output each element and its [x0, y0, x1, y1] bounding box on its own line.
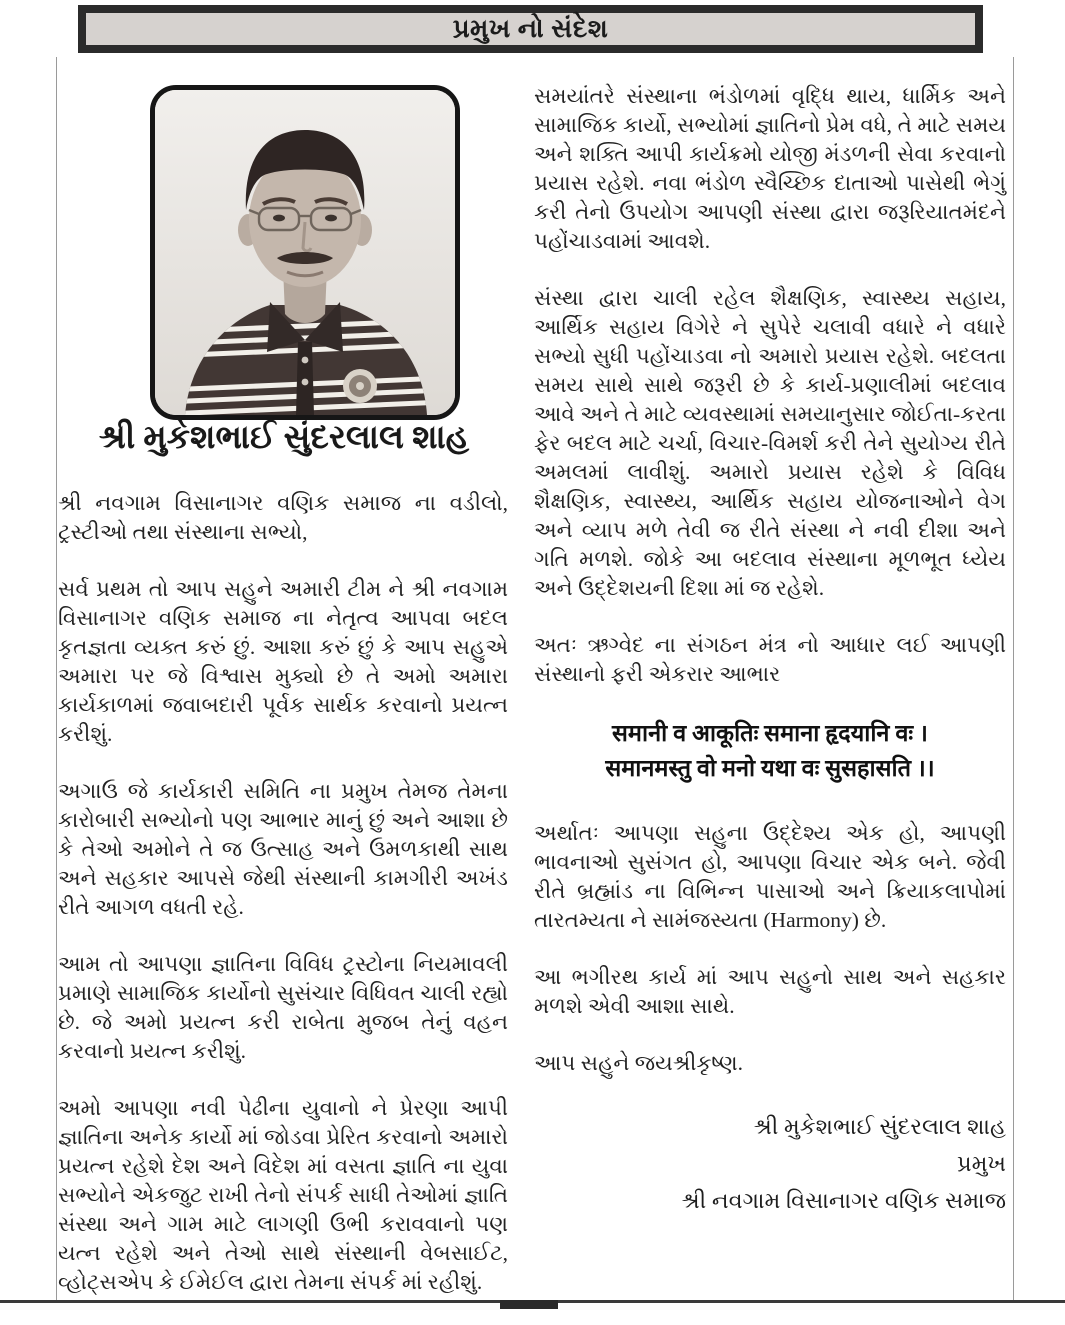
page-border-left — [56, 57, 57, 1302]
sanskrit-shloka — [534, 717, 1006, 787]
paragraph: આમ તો આપણા જ્ઞાતિના વિવિધ ટ્રસ્ટોના નિયમાવલી પ્રમાણે સામાજિક કાર્યોનો સુસંચાર વિધિવત ચાલી રહ્યો છે. જે અમો પ્રયત્ન કરી રાબેતા મુજબ તેનું વહન કરવાનો પ્રયત્ન કરીશું. — [58, 952, 508, 1063]
paragraph: અર્થાતઃ આપણા સહુના ઉદ્દેશ્ય એક હો, આપણી ભાવનાઓ સુસંગત હો, આપણા વિચાર એક બને. જેવી રીતે બ્રહ્માંડ ના વિભિન્ન પાસાઓ અને ક્રિયાકલાપોમાં તારતમ્યતા ને સામંજસ્યતા (Harmony) છે. — [534, 821, 1006, 932]
signature-block — [534, 1108, 1006, 1219]
page-border-right — [1013, 57, 1014, 1302]
paragraph: સંસ્થા દ્વારા ચાલી રહેલ શૈક્ષણિક, સ્વાસ્થ્ય સહાય, આર્થિક સહાય વિગેરે ને સુપેરે ચલાવી વધારે ને વધારે સભ્યો સુધી પહોંચાડવા નો અમારો પ્રયાસ રહેશે. બદલતા સમય સાથે સાથે જરૂરી છે કે કાર્ય-પ્રણાલીમાં બદલાવ આવે અને તે માટે વ્યવસ્થામાં સમયાનુસાર જોઈતા-કરતા ફેર બદલ માટે ચર્ચા, વિચાર-વિમર્શ કરી તેને સુયોગ્ય રીતે અમલમાં લાવીશું. અમારો પ્રયાસ રહેશે કે વિવિધ શૈક્ષણિક, સ્વાસ્થ્ય, આર્થિક સહાય યોજનાઓને વેગ અને વ્યાપ મળે તેવી જ રીતે સંસ્થા ને નવી દીશા અને ગતિ મળશે. જોકે આ બદલાવ સંસ્થાના મૂળભૂત ધ્યેય અને ઉદ્દેશયની દિશા માં જ રહેશે. — [534, 286, 1006, 600]
paragraph: શ્રી નવગામ વિસાનાગર વણિક સમાજ ના વડીલો, ટ્રસ્ટીઓ તથા સંસ્થાના સભ્યો, — [58, 491, 508, 544]
signature-organization: શ્રી નવગામ વિસાનાગર વણિક સમાજ — [681, 1188, 1006, 1213]
paragraph: સમયાંતરે સંસ્થાના ભંડોળમાં વૃદ્ધિ થાય, ધાર્મિક અને સામાજિક કાર્યો, સભ્યોમાં જ્ઞાતિનો પ્રેમ વધે, તે માટે સમય અને શક્તિ આપી કાર્યક્રમો યોજી મંડળની સેવા કરવાનો પ્રયાસ રહેશે. નવા ભંડોળ સ્વૈચ્છિક દાતાઓ પાસેથી ભેગું કરી તેનો ઉપયોગ આપણી સંસ્થા દ્વારા જરૂરિયાતમંદને પહોંચાડવામાં આવશે. — [534, 84, 1006, 253]
shloka-line-1: समानी व आकूतिः समाना हृदयानि वः । — [612, 721, 928, 747]
left-column — [58, 489, 508, 1325]
paragraph: આપ સહુને જયશ્રીકૃષ્ણ. — [534, 1051, 744, 1075]
right-column — [534, 82, 1006, 1219]
paragraph: સર્વ પ્રથમ તો આપ સહુને અમારી ટીમ ને શ્રી નવગામ વિસાનાગર વણિક સમાજ ના નેતૃત્વ આપવા બદલ કૃતજ્ઞતા વ્યક્ત કરું છું. આશા કરું છું કે આપ સહુએ અમારા પર જે વિશ્વાસ મુક્યો છે તે અમો અમારા કાર્યકાળમાં જવાબદારી પૂર્વક સાર્થક કરવાનો પ્રયત્ન કરીશું. — [58, 577, 508, 746]
paragraph: આ ભગીરથ કાર્ય માં આપ સહુનો સાથ અને સહકાર મળશે એવી આશા સાથે. — [534, 965, 1006, 1018]
portrait-photo — [150, 85, 460, 420]
paragraph: અમો આપણા નવી પેઢીના યુવાનો ને પ્રેરણા આપી જ્ઞાતિના અનેક કાર્યો માં જોડવા પ્રેરિત કરવાનો અમારો પ્રયત્ન રહેશે દેશ અને વિદેશ માં વસતા જ્ઞાતિ ના યુવા સભ્યોને એકજુટ રાખી તેનો સંપર્ક સાધી તેઓમાં જ્ઞાતિ સંસ્થા અને ગામ માટે લાગણી ઉભી કરાવવાનો પણ યત્ન રહેશે અને તેઓ સાથે સંસ્થાની વેબસાઈટ, વ્હોટ્સએપ કે ઈમેઈલ દ્વારા તેમના સંપર્ક માં રહીશું. — [58, 1096, 508, 1294]
page-title: પ્રમુખ નો સંદેશ — [452, 13, 609, 43]
signature-name: શ્રી મુકેશભાઈ સુંદરલાલ શાહ — [753, 1114, 1006, 1139]
shloka-line-2: समानमस्तु वो मनो यथा वः सुसहासति ।। — [605, 756, 935, 782]
page-number-block — [500, 1300, 558, 1309]
portrait-caption-name: શ્રી મુકેશભાઈ સુંદરલાલ શાહ — [98, 420, 470, 456]
paragraph: અતઃ ઋગ્વેદ ના સંગઠન મંત્ર નો આધાર લઈ આપણી સંસ્થાનો ફરી એકરાર આભાર — [534, 633, 1006, 686]
signature-title: પ્રમુખ — [957, 1151, 1006, 1176]
page-header — [78, 5, 983, 53]
face — [246, 130, 365, 287]
paragraph: અગાઉ જે કાર્યકારી સમિતિ ના પ્રમુખ તેમજ તેમના કારોબારી સભ્યોનો પણ આભાર માનું છું અને આશા છે કે તેઓ અમોને તે જ ઉત્સાહ અને ઉમળકાથી સાથ અને સહકાર આપસે જેથી સંસ્થાની કામગીરી અખંડ રીતે આગળ વધતી રહે. — [58, 779, 508, 919]
portrait-illustration — [155, 90, 455, 415]
